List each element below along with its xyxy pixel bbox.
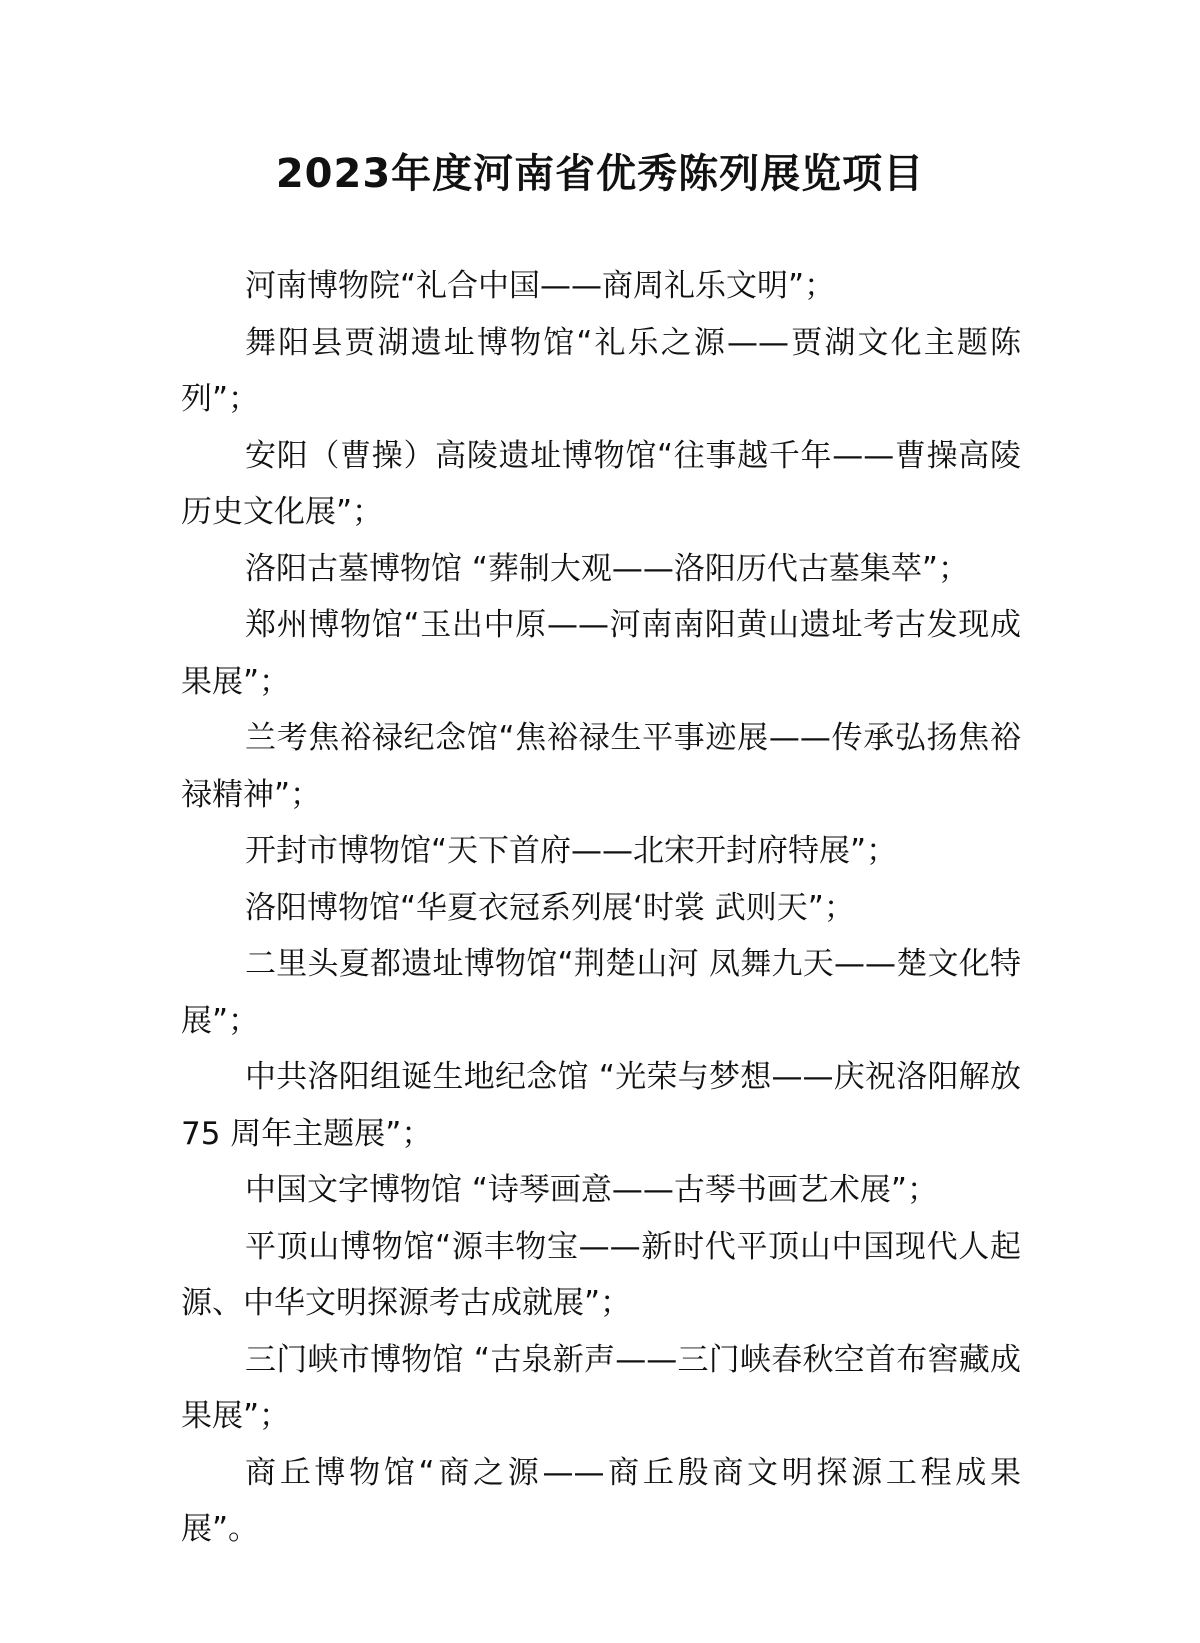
- exhibition-entry: 兰考焦裕禄纪念馆“焦裕禄生平事迹展——传承弘扬焦裕禄精神”；: [181, 720, 1021, 813]
- exhibition-entry: 二里头夏都遗址博物馆“荆楚山河 凤舞九天——楚文化特展”；: [181, 946, 1021, 1039]
- exhibition-entry: 洛阳博物馆“华夏衣冠系列展‘时裳 武则天”；: [245, 889, 855, 926]
- exhibition-entry: 河南博物院“礼合中国——商周礼乐文明”；: [245, 268, 836, 304]
- exhibition-entry: 洛阳古墓博物馆 “葬制大观——洛阳历代古墓集萃”；: [245, 550, 969, 587]
- exhibition-list: [181, 258, 1021, 1558]
- exhibition-entry: 三门峡市博物馆 “古泉新声——三门峡春秋空首布窖藏成果展”；: [181, 1341, 1021, 1434]
- document-title: 2023年度河南省优秀陈列展览项目: [275, 151, 925, 197]
- exhibition-entry: 安阳（曹操）高陵遗址博物馆“往事越千年——曹操高陵历史文化展”；: [181, 437, 1021, 530]
- exhibition-entry: 舞阳县贾湖遗址博物馆“礼乐之源——贾湖文化主题陈列”；: [181, 324, 1021, 417]
- exhibition-entry: 中国文字博物馆 “诗琴画意——古琴书画艺术展”；: [245, 1172, 938, 1208]
- exhibition-entry: 郑州博物馆“玉出中原——河南南阳黄山遗址考古发现成果展”；: [181, 607, 1021, 700]
- exhibition-entry: 中共洛阳组诞生地纪念馆 “光荣与梦想——庆祝洛阳解放 75 周年主题展”；: [181, 1059, 1021, 1152]
- exhibition-entry: 平顶山博物馆“源丰物宝——新时代平顶山中国现代人起源、中华文明探源考古成就展”；: [181, 1228, 1021, 1321]
- exhibition-entry: 商丘博物馆“商之源——商丘殷商文明探源工程成果展”。: [181, 1454, 1021, 1547]
- exhibition-entry: 开封市博物馆“天下首府——北宋开封府特展”；: [245, 833, 898, 869]
